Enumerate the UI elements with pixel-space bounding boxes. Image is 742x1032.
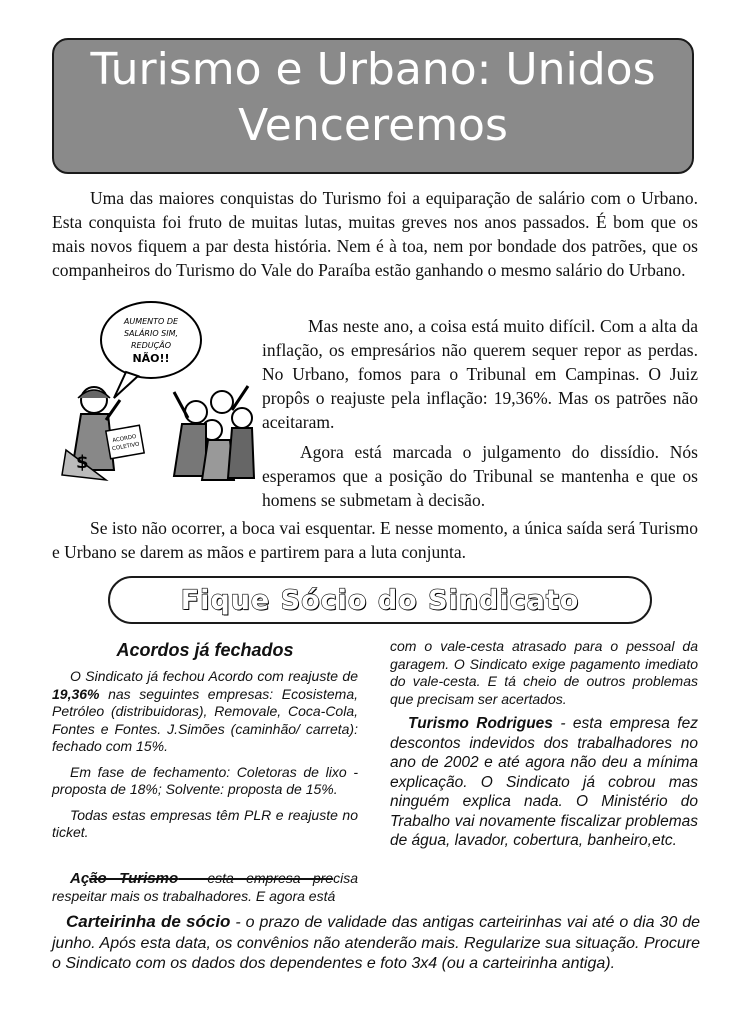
- acao-text-struck: - esta empresa pre: [178, 870, 334, 886]
- carteirinha-paragraph: [52, 912, 700, 975]
- article-paragraph-1: Uma das maiores conquistas do Turismo foi a equiparação de salário com o Urbano. Esta conquista foi fruto de muitas lutas, muitas greves nos anos passados. É bom que os mais novos fiquem a par desta história. Nem é à toa, nem por bondade dos patrões, que os companheiros do Turismo do Vale do Paraíba estão ganhando o mesmo salário do Urbano.: [52, 188, 698, 280]
- article-paragraph-4: Se isto não ocorrer, a boca vai esquentar. E nesse momento, a única saída será Turismo e Urbano se darem as mãos e partirem para a luta conjunta.: [52, 518, 698, 562]
- title-line-2: Venceremos: [238, 100, 508, 151]
- right-column: [390, 638, 698, 857]
- page-title: [54, 42, 692, 154]
- acordos-paragraph-1: [52, 668, 358, 756]
- right-column-continuation: com o vale-cesta atrasado para o pessoal da garagem. O Sindicato exige pagamento imediato do vale-cesta. E tá cheio de outros problemas que precisam ser acertados.: [390, 638, 698, 707]
- acordos-percentage: 19,36%: [52, 685, 100, 702]
- acordos-paragraph-2: Em fase de fechamento: Coletoras de lixo - proposta de 18%; Solvente: proposta de 15%.: [52, 763, 358, 797]
- acao-text-rest: cisa respeitar mais os trabalhadores. E agora está: [52, 870, 358, 904]
- balloon-line-3: REDUÇÃO: [131, 341, 171, 350]
- carteirinha-text: - o prazo de validade das antigas carteirinhas vai até o dia 30 de junho. Após esta data, os convênios não atenderão mais. Regularize sua situação. Procure o Sindicato com os dados dos dependentes e foto 3x4 (ou a carteirinha antiga).: [52, 914, 701, 972]
- acao-paragraph: [52, 870, 358, 905]
- dollar-sign: $: [76, 452, 89, 473]
- acordos-paragraph-3: Todas estas empresas têm PLR e reajuste no ticket.: [52, 806, 358, 840]
- acordos-section: [52, 640, 358, 850]
- balloon-line-4: NÃO!!: [132, 352, 170, 365]
- acao-turismo-section: [52, 870, 358, 905]
- turismo-rodrigues-paragraph: [390, 714, 698, 851]
- cartoon-illustration: [56, 300, 256, 490]
- sign-line-1: ACORDO: [112, 433, 137, 445]
- balloon-line-1: AUMENTO DE: [123, 317, 179, 326]
- membership-banner-text: Fique Sócio do Sindicato: [180, 585, 580, 616]
- acordos-p1-text-a: O Sindicato já fechou Acordo com reajuste de: [70, 668, 358, 684]
- article-paragraph-2: Mas neste ano, a coisa está muito difícil. Com a alta da inflação, os empresários não querem sequer repor as perdas. No Urbano, fomos para o Tribunal em Campinas. O Juiz propôs o reajuste pela inflação: 19,36%. Mas os patrões não aceitaram.: [262, 316, 698, 432]
- sign-line-2: COLETIVO: [111, 441, 141, 453]
- membership-banner: [108, 576, 652, 624]
- article-paragraph-3: Agora está marcada o julgamento do dissídio. Nós esperamos que a posição do Tribunal se mantenha e que os homens se submetam à decisão.: [262, 442, 698, 510]
- turismo-rodrigues-label: Turismo Rodrigues: [408, 715, 553, 732]
- acordos-p1-text-b: nas seguintes empresas: Ecosistema, Petróleo (distribuidoras), Removale, Coca-Cola, Fontes e Fontes. J.Simões (caminhão/ carreta): fechado com 15%.: [52, 685, 358, 754]
- acao-label-b: ão Turismo: [89, 870, 179, 887]
- carteirinha-label: Carteirinha de sócio: [66, 912, 231, 931]
- balloon-line-2: SALÁRIO SIM,: [123, 329, 179, 338]
- acordos-heading: Acordos já fechados: [116, 640, 294, 660]
- acao-label-a: Aç: [70, 870, 90, 887]
- title-box: [52, 38, 694, 174]
- title-line-1: Turismo e Urbano: Unidos: [90, 44, 656, 95]
- turismo-rodrigues-text: - esta empresa fez descontos indevidos dos trabalhadores no ano de 2002 e até agora não deu a mínima explicação. O Sindicato já cobrou mas ninguém explica nada. O Ministério do Trabalho vai novamente fiscalizar problemas de água, lavador, cobertura, banheiro,etc.: [390, 715, 698, 849]
